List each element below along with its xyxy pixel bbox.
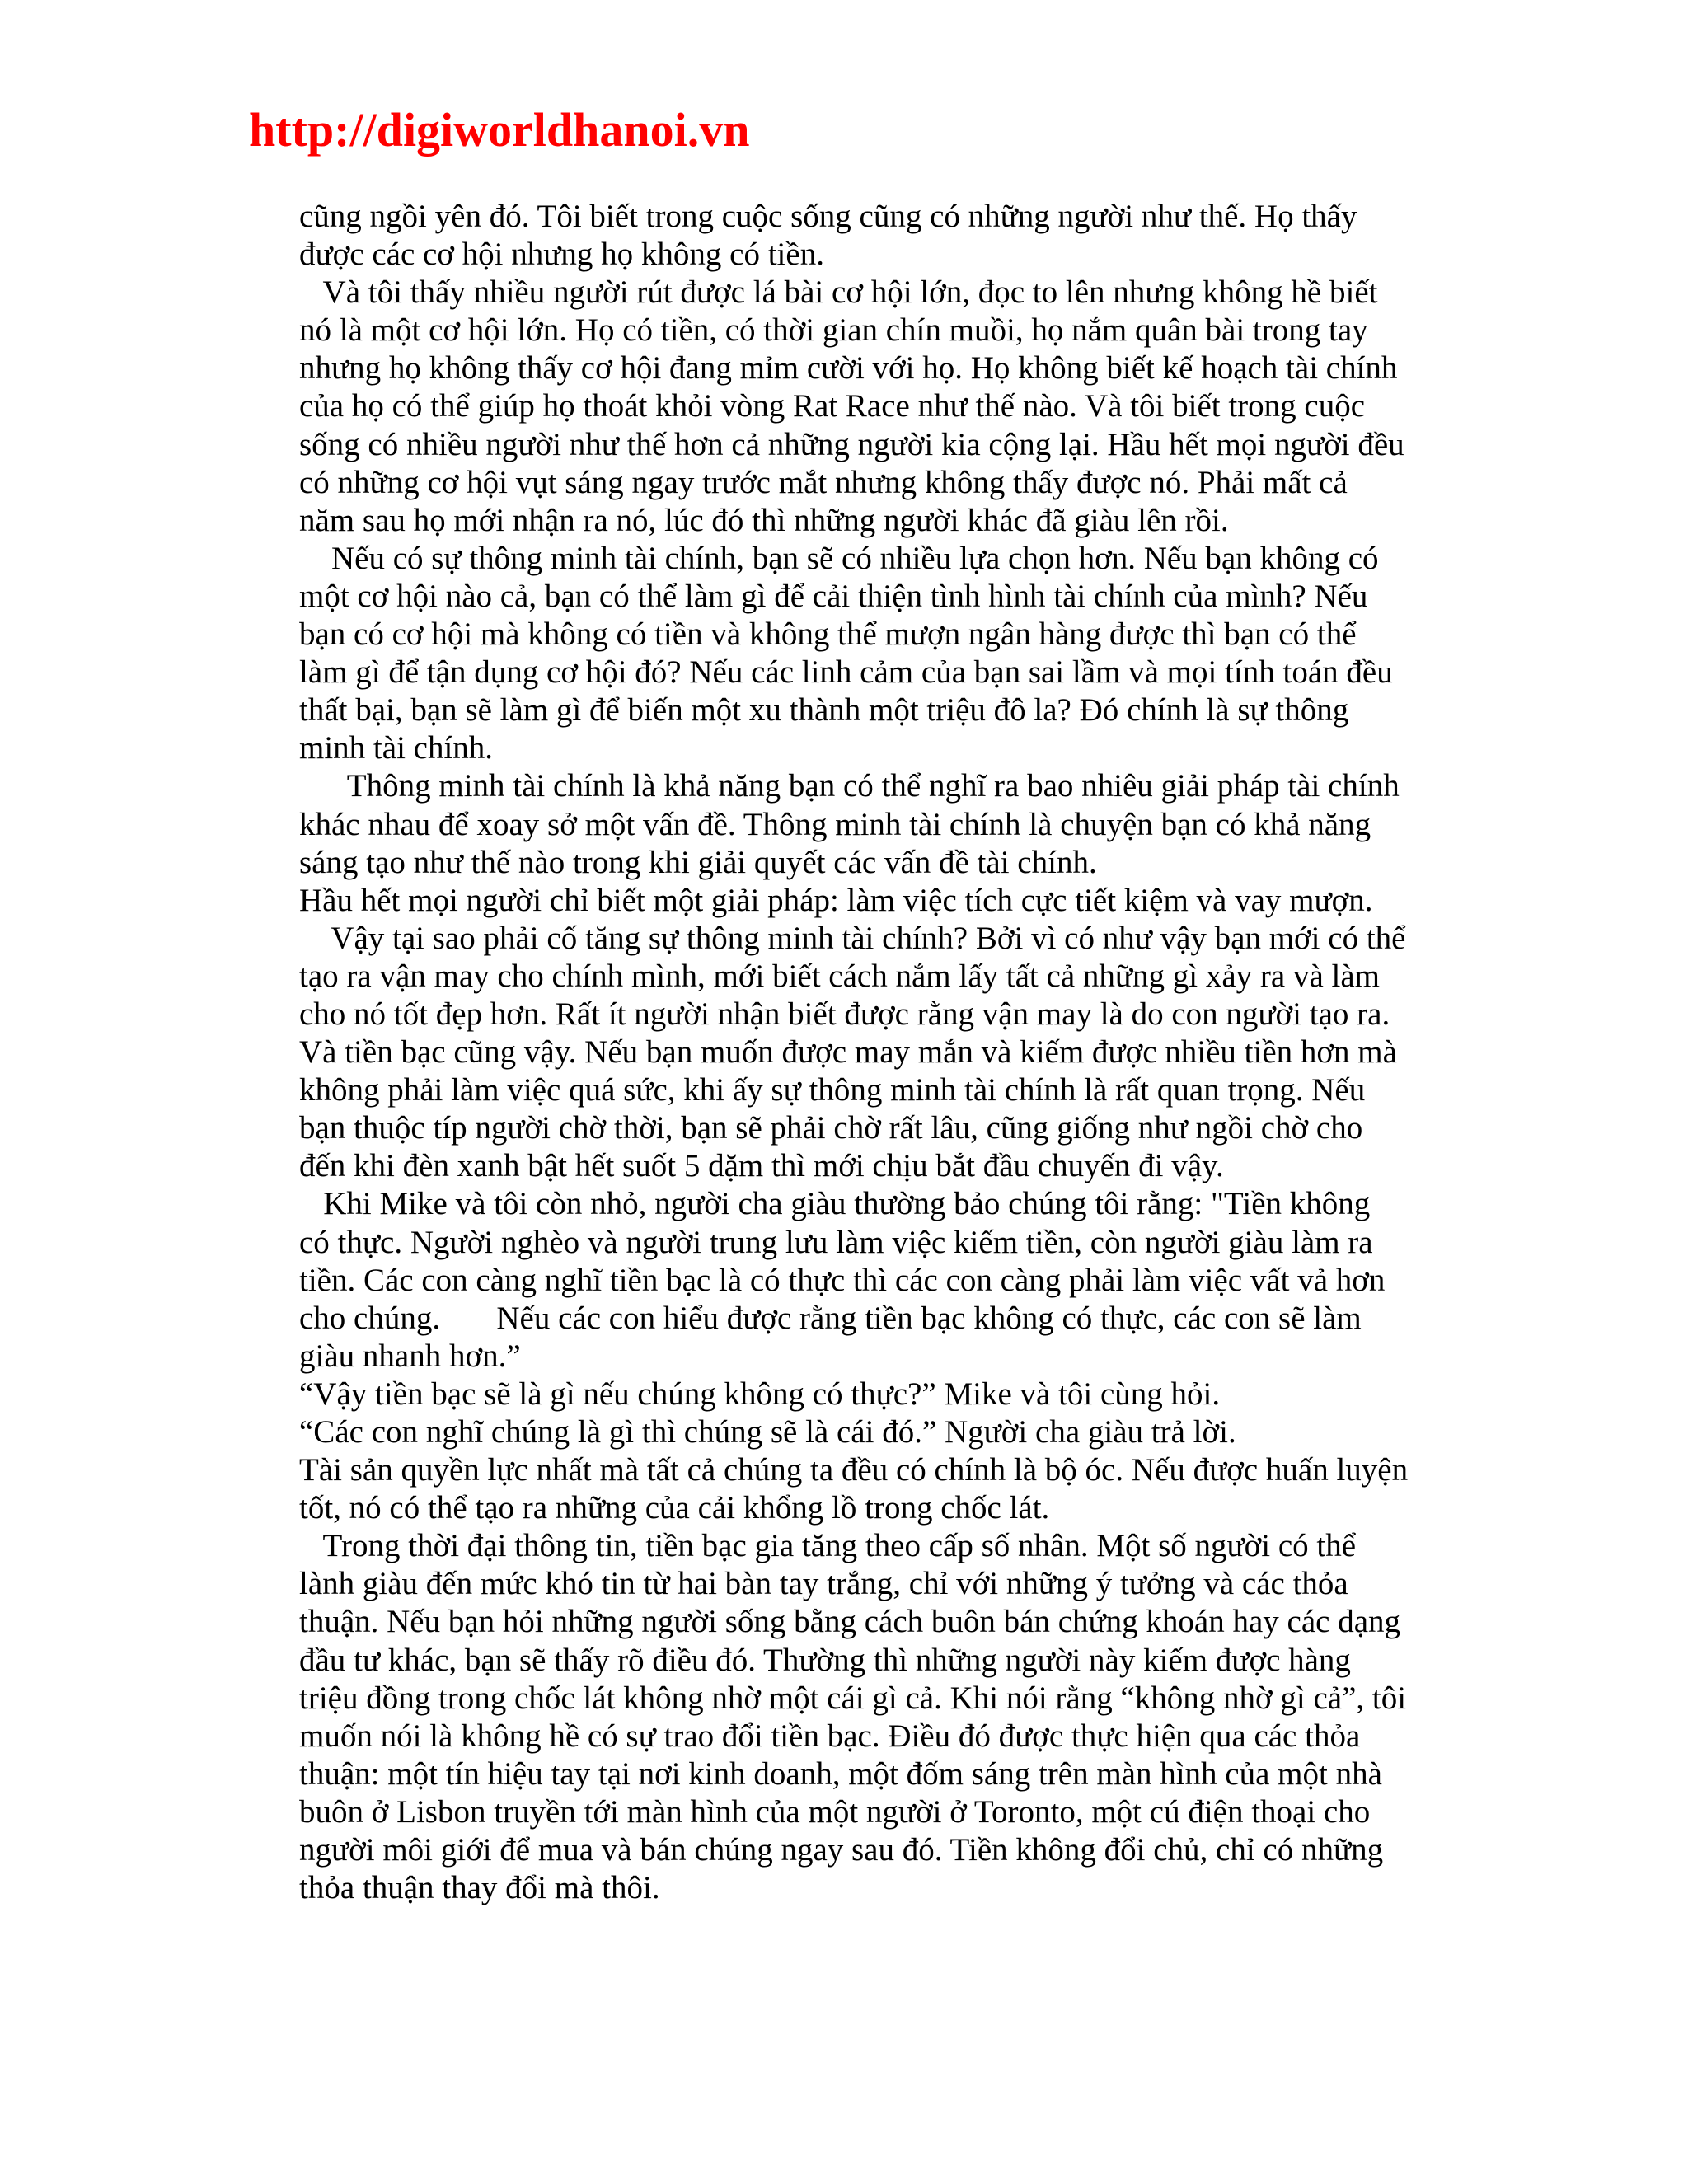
text-line: bạn có cơ hội mà không có tiền và không thể mượn ngân hàng được thì bạn có thể bbox=[299, 616, 1357, 653]
text-line: nhưng họ không thấy cơ hội đang mỉm cười với họ. Họ không biết kế hoạch tài chính bbox=[299, 350, 1398, 387]
text-line: có thực. Người nghèo và người trung lưu làm việc kiếm tiền, còn người giàu làm ra bbox=[299, 1224, 1373, 1260]
text-line: Vậy tại sao phải cố tăng sự thông minh tài chính? Bởi vì có như vậy bạn mới có thể bbox=[299, 920, 1406, 956]
text-line: Và tôi thấy nhiều người rút được lá bài cơ hội lớn, đọc to lên nhưng không hề biết bbox=[299, 274, 1378, 311]
text-line: lành giàu đến mức khó tin từ hai bàn tay trắng, chỉ với những ý tưởng và các thỏa bbox=[299, 1566, 1348, 1602]
text-line: bạn thuộc típ người chờ thời, bạn sẽ phải chờ rất lâu, cũng giống như ngồi chờ cho bbox=[299, 1110, 1363, 1146]
text-line: sống có nhiều người như thế hơn cả những người kia cộng lại. Hầu hết mọi người đều bbox=[299, 426, 1404, 462]
text-line: khác nhau để xoay sở một vấn đề. Thông minh tài chính là chuyện bạn có khả năng bbox=[299, 806, 1372, 842]
text-line: thuận. Nếu bạn hỏi những người sống bằng cách buôn bán chứng khoán hay các dạng bbox=[299, 1604, 1401, 1640]
text-line: “Các con nghĩ chúng là gì thì chúng sẽ là cái đó.” Người cha giàu trả lời. bbox=[299, 1414, 1236, 1450]
text-line: của họ có thể giúp họ thoát khỏi vòng Rat Race như thế nào. Và tôi biết trong cuộc bbox=[299, 388, 1366, 424]
text-line: Hầu hết mọi người chỉ biết một giải pháp: làm việc tích cực tiết kiệm và vay mượn. bbox=[299, 882, 1373, 918]
text-line: tạo ra vận may cho chính mình, mới biết cách nắm lấy tất cả những gì xảy ra và làm bbox=[299, 958, 1380, 994]
text-line: Khi Mike và tôi còn nhỏ, người cha giàu thường bảo chúng tôi rằng: "Tiền không bbox=[299, 1186, 1371, 1222]
text-line: Thông minh tài chính là khả năng bạn có thể nghĩ ra bao nhiêu giải pháp tài chính bbox=[299, 768, 1400, 804]
text-line: nó là một cơ hội lớn. Họ có tiền, có thời gian chín muồi, họ nắm quân bài trong tay bbox=[299, 312, 1368, 349]
text-line: Tài sản quyền lực nhất mà tất cả chúng ta đều có chính là bộ óc. Nếu được huấn luyện bbox=[299, 1452, 1409, 1488]
text-line: cũng ngồi yên đó. Tôi biết trong cuộc sống cũng có những người như thế. Họ thấy bbox=[299, 199, 1357, 234]
text-line: làm gì để tận dụng cơ hội đó? Nếu các linh cảm của bạn sai lầm và mọi tính toán đều bbox=[299, 654, 1393, 691]
text-line: triệu đồng trong chốc lát không nhờ một cái gì cả. Khi nói rằng “không nhờ gì cả”, tôi bbox=[299, 1680, 1407, 1716]
site-url-header[interactable]: http://digiworldhanoi.vn bbox=[249, 103, 750, 157]
text-line: tiền. Các con càng nghĩ tiền bạc là có thực thì các con càng phải làm việc vất vả hơn bbox=[299, 1262, 1386, 1298]
text-line: đầu tư khác, bạn sẽ thấy rõ điều đó. Thường thì những người này kiếm được hàng bbox=[299, 1642, 1351, 1678]
text-line: có những cơ hội vụt sáng ngay trước mắt nhưng không thấy được nó. Phải mất cả bbox=[299, 464, 1348, 500]
text-line: “Vậy tiền bạc sẽ là gì nếu chúng không có thực?” Mike và tôi cùng hỏi. bbox=[299, 1376, 1221, 1412]
text-line: sáng tạo như thế nào trong khi giải quyết các vấn đề tài chính. bbox=[299, 844, 1097, 880]
text-line: Và tiền bạc cũng vậy. Nếu bạn muốn được may mắn và kiếm được nhiều tiền hơn mà bbox=[299, 1034, 1397, 1071]
text-line: muốn nói là không hề có sự trao đổi tiền bạc. Điều đó được thực hiện qua các thỏa bbox=[299, 1718, 1361, 1754]
text-line: người môi giới để mua và bán chúng ngay sau đó. Tiền không đổi chủ, chỉ có những bbox=[299, 1832, 1384, 1868]
text-line: thất bại, bạn sẽ làm gì để biến một xu thành một triệu đô la? Đó chính là sự thông bbox=[299, 692, 1349, 729]
text-line: Nếu có sự thông minh tài chính, bạn sẽ có nhiều lựa chọn hơn. Nếu bạn không có bbox=[299, 540, 1379, 576]
text-line: không phải làm việc quá sức, khi ấy sự thông minh tài chính là rất quan trọng. Nếu bbox=[299, 1072, 1366, 1108]
text-line: đến khi đèn xanh bật hết suốt 5 dặm thì mới chịu bắt đầu chuyến đi vậy. bbox=[299, 1148, 1224, 1184]
text-line: được các cơ hội nhưng họ không có tiền. bbox=[299, 237, 824, 273]
text-line: thuận: một tín hiệu tay tại nơi kinh doanh, một đốm sáng trên màn hình của một nhà bbox=[299, 1755, 1382, 1792]
text-line: cho nó tốt đẹp hơn. Rất ít người nhận biết được rằng vận may là do con người tạo ra. bbox=[299, 996, 1390, 1032]
text-line: Trong thời đại thông tin, tiền bạc gia tăng theo cấp số nhân. Một số người có thể bbox=[299, 1528, 1357, 1564]
text-line: tốt, nó có thể tạo ra những của cải khổng lồ trong chốc lát. bbox=[299, 1490, 1050, 1526]
text-line: năm sau họ mới nhận ra nó, lúc đó thì những người khác đã giàu lên rồi. bbox=[299, 502, 1229, 538]
text-line: buôn ở Lisbon truyền tới màn hình của một người ở Toronto, một cú điện thoại cho bbox=[299, 1793, 1371, 1830]
text-line: thỏa thuận thay đổi mà thôi. bbox=[299, 1870, 660, 1906]
text-line: giàu nhanh hơn.” bbox=[299, 1338, 521, 1374]
text-line: một cơ hội nào cả, bạn có thể làm gì để cải thiện tình hình tài chính của mình? Nếu bbox=[299, 578, 1368, 614]
text-line: minh tài chính. bbox=[299, 730, 494, 766]
text-line: cho chúng. Nếu các con hiểu được rằng tiền bạc không có thực, các con sẽ làm bbox=[299, 1300, 1362, 1336]
body-text bbox=[299, 198, 1453, 1907]
